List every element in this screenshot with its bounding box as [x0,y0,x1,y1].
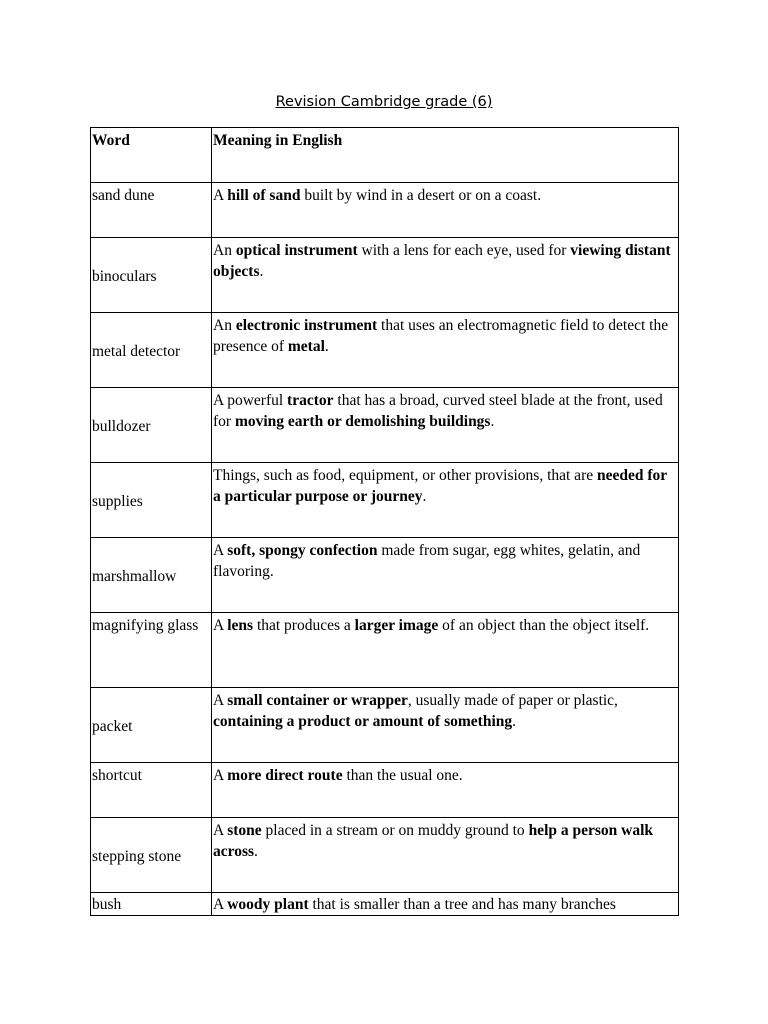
word-cell: supplies [91,463,212,538]
meaning-column-header: Meaning in English [212,128,679,183]
bold-term: woody plant [227,896,309,913]
bold-term: more direct route [227,767,343,784]
table-row [91,688,679,763]
meaning-cell: An electronic instrument that uses an electromagnetic field to detect the presence of metal. [212,313,679,388]
meaning-cell: A woody plant that is smaller than a tree and has many branches [212,893,679,916]
vocabulary-table [90,127,679,916]
bold-term: containing a product or amount of something [213,713,513,730]
bold-term: optical instrument [235,242,358,259]
table-row [91,183,679,238]
table-row [91,893,679,916]
bold-term: hill of sand [227,187,301,204]
word-cell: bush [91,893,212,916]
meaning-cell: A soft, spongy confection made from sugar, egg whites, gelatin, and flavoring. [212,538,679,613]
bold-term: lens [227,617,254,634]
meaning-cell: Things, such as food, equipment, or other provisions, that are needed for a particular purpose or journey. [212,463,679,538]
meaning-cell: An optical instrument with a lens for each eye, used for viewing distant objects. [212,238,679,313]
table-row [91,818,679,893]
meaning-cell: A hill of sand built by wind in a desert or on a coast. [212,183,679,238]
word-cell: binoculars [91,238,212,313]
table-row [91,763,679,818]
bold-term: needed for a particular purpose or journey [213,467,667,505]
meaning-cell: A more direct route than the usual one. [212,763,679,818]
bold-term: electronic instrument [235,317,378,334]
meaning-cell: A small container or wrapper, usually made of paper or plastic, containing a product or amount of something. [212,688,679,763]
word-cell: marshmallow [91,538,212,613]
bold-term: tractor [287,392,334,409]
word-cell: magnifying glass [91,613,212,688]
table-row [91,388,679,463]
table-row [91,538,679,613]
word-cell: sand dune [91,183,212,238]
word-cell: shortcut [91,763,212,818]
bold-term: metal [287,338,325,355]
table-row [91,463,679,538]
bold-term: viewing distant objects [213,242,671,280]
word-column-header: Word [91,128,212,183]
word-cell: packet [91,688,212,763]
word-cell: bulldozer [91,388,212,463]
meaning-cell: A powerful tractor that has a broad, curved steel blade at the front, used for moving earth or demolishing buildings. [212,388,679,463]
table-header-row [91,128,679,183]
bold-term: larger image [354,617,439,634]
word-cell: metal detector [91,313,212,388]
table-row [91,238,679,313]
bold-term: soft, spongy confection [227,542,378,559]
meaning-cell: A stone placed in a stream or on muddy ground to help a person walk across. [212,818,679,893]
document-title: Revision Cambridge grade (6) [275,94,493,110]
bold-term: moving earth or demolishing buildings [234,413,491,430]
table-row [91,313,679,388]
word-cell: stepping stone [91,818,212,893]
meaning-cell: A lens that produces a larger image of an object than the object itself. [212,613,679,688]
bold-term: small container or wrapper [227,692,408,709]
bold-term: stone [227,822,262,839]
bold-term: help a person walk across [213,822,654,860]
table-row [91,613,679,688]
